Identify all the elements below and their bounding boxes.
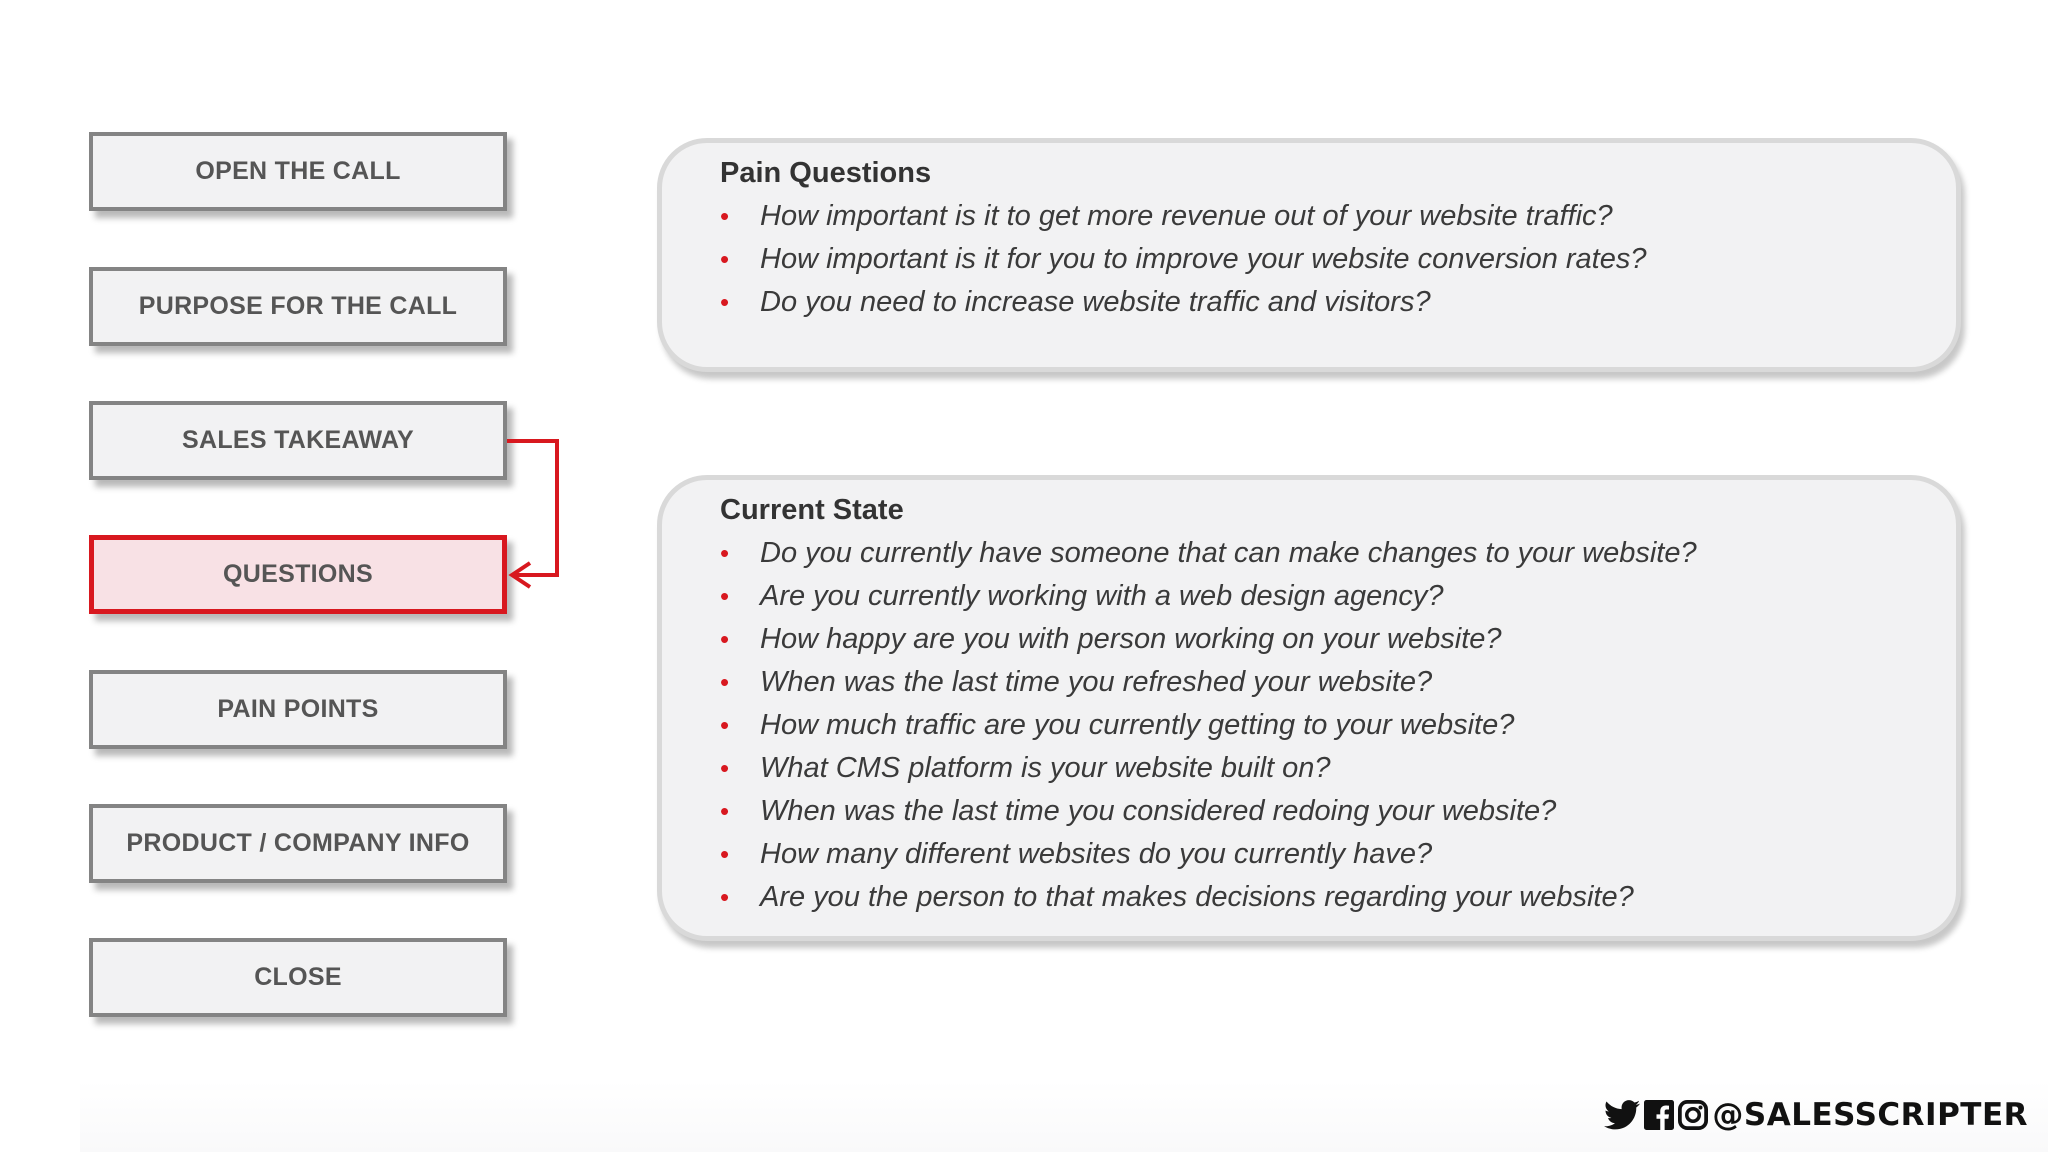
list-item: [720, 281, 1916, 324]
list-item-text: How happy are you with person working on your website?: [760, 623, 1502, 655]
bullet-icon: •: [720, 244, 730, 274]
list-item-text: What CMS platform is your website built on?: [760, 752, 1331, 784]
step-close[interactable]: CLOSE: [89, 938, 507, 1017]
list-item: [720, 833, 1916, 876]
social-handle-group: [1604, 1097, 2028, 1133]
bullet-icon: •: [720, 753, 730, 783]
connector-line: [507, 441, 557, 575]
bullet-icon: •: [720, 581, 730, 611]
list-item: [720, 195, 1916, 238]
list-item: [720, 876, 1916, 919]
step-questions[interactable]: QUESTIONS: [89, 535, 507, 614]
list-item: [720, 532, 1916, 575]
bullet-icon: •: [720, 710, 730, 740]
current-state-title: Current State: [720, 494, 904, 526]
list-item-text: How important is it to get more revenue out of your website traffic?: [760, 200, 1613, 232]
list-item-text: When was the last time you considered redoing your website?: [760, 795, 1557, 827]
bullet-icon: •: [720, 667, 730, 697]
pain-questions-list: [720, 195, 1916, 324]
pain-questions-card: [657, 138, 1961, 372]
list-item-text: Are you currently working with a web design agency?: [760, 580, 1444, 612]
list-item-text: Do you need to increase website traffic and visitors?: [760, 286, 1431, 318]
instagram-icon[interactable]: [1678, 1100, 1708, 1130]
social-handle[interactable]: @SALESSCRIPTER: [1712, 1097, 2028, 1133]
pain-questions-title: Pain Questions: [720, 157, 932, 189]
list-item: [720, 618, 1916, 661]
current-state-list: [720, 532, 1916, 919]
list-item: [720, 790, 1916, 833]
bullet-icon: •: [720, 201, 730, 231]
list-item-text: How important is it for you to improve your website conversion rates?: [760, 243, 1647, 275]
list-item-text: When was the last time you refreshed your website?: [760, 666, 1433, 698]
list-item: [720, 238, 1916, 281]
step-sales-takeaway[interactable]: SALES TAKEAWAY: [89, 401, 507, 480]
connector-arrowhead: [512, 563, 530, 587]
bullet-icon: •: [720, 624, 730, 654]
step-open-the-call[interactable]: OPEN THE CALL: [89, 132, 507, 211]
bullet-icon: •: [720, 287, 730, 317]
list-item: [720, 747, 1916, 790]
list-item: [720, 704, 1916, 747]
list-item: [720, 575, 1916, 618]
facebook-icon[interactable]: [1644, 1100, 1674, 1130]
step-pain-points[interactable]: PAIN POINTS: [89, 670, 507, 749]
bullet-icon: •: [720, 839, 730, 869]
bullet-icon: •: [720, 882, 730, 912]
list-item-text: How many different websites do you currently have?: [760, 838, 1433, 870]
bullet-icon: •: [720, 538, 730, 568]
list-item-text: Are you the person to that makes decisions regarding your website?: [760, 881, 1634, 913]
twitter-icon[interactable]: [1604, 1100, 1640, 1130]
current-state-card: [657, 475, 1961, 941]
list-item-text: How much traffic are you currently getting to your website?: [760, 709, 1515, 741]
step-product-company-info[interactable]: PRODUCT / COMPANY INFO: [89, 804, 507, 883]
list-item: [720, 661, 1916, 704]
step-purpose-for-the-call[interactable]: PURPOSE FOR THE CALL: [89, 267, 507, 346]
bullet-icon: •: [720, 796, 730, 826]
list-item-text: Do you currently have someone that can make changes to your website?: [760, 537, 1697, 569]
